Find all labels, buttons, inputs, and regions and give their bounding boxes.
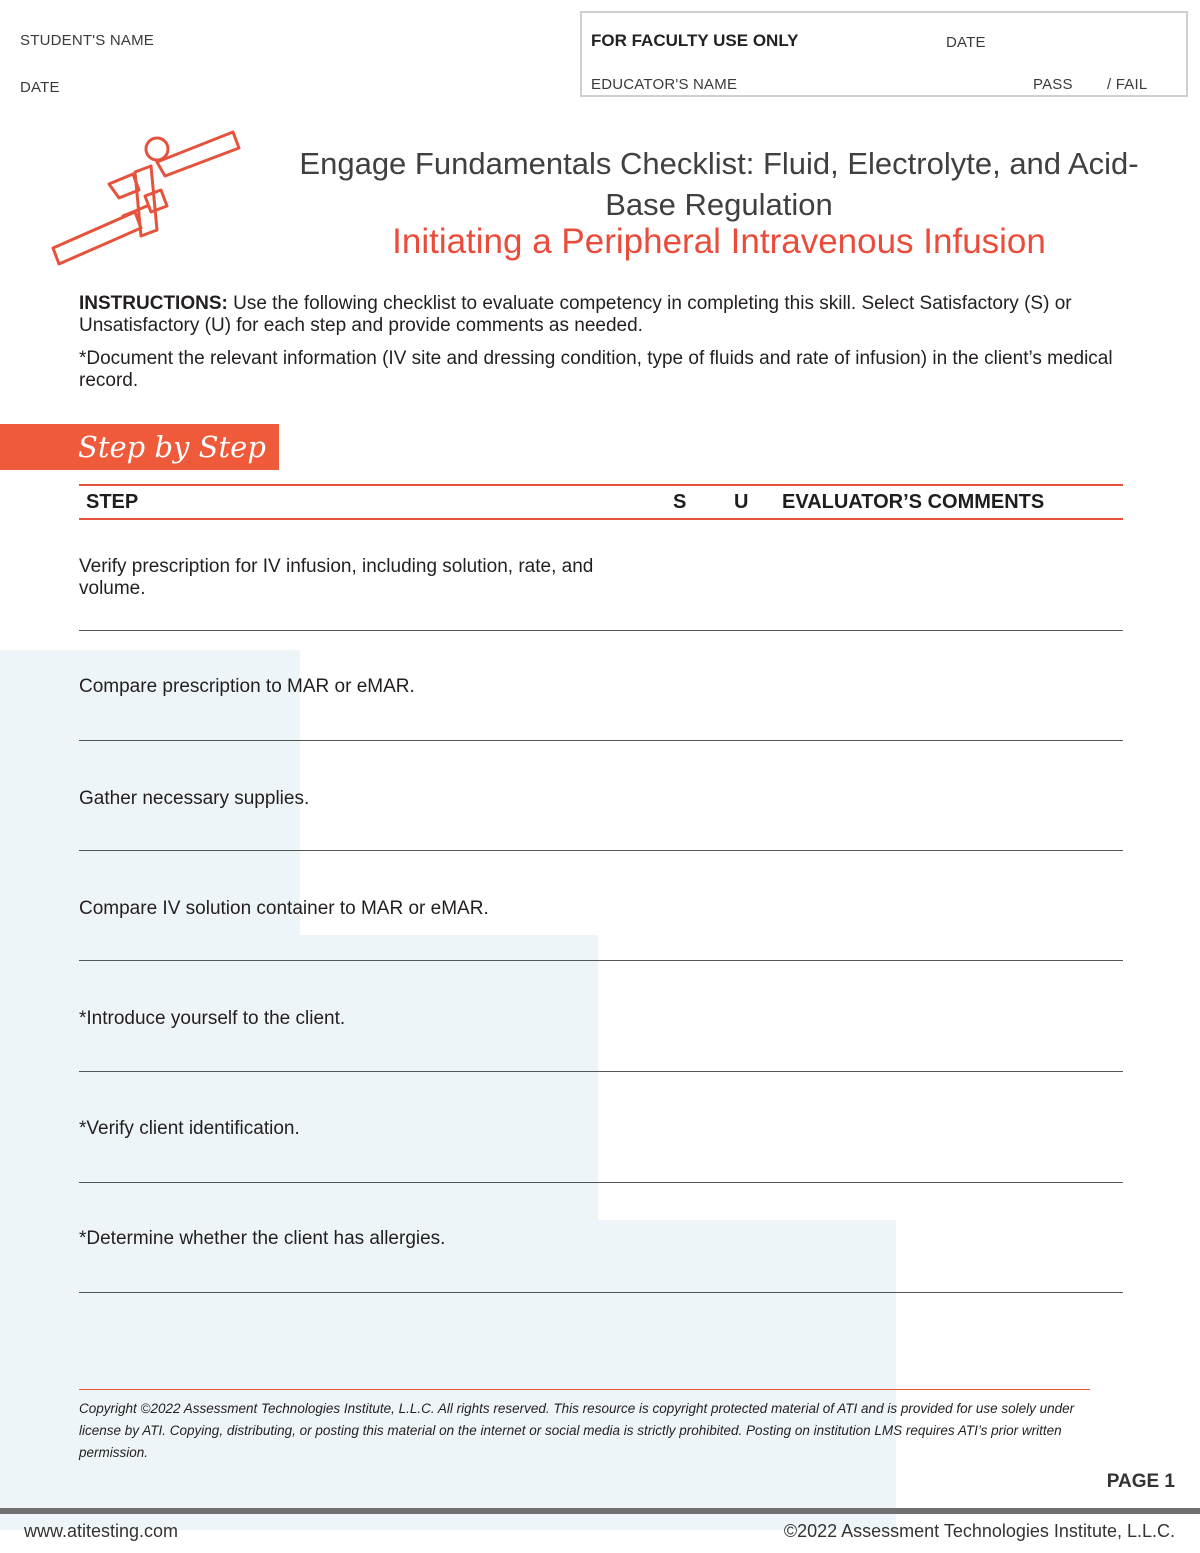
ati-logo-icon [49,126,249,266]
step-row-text: *Verify client identification. [79,1118,300,1139]
step-row-divider [79,740,1123,741]
footer-bar [0,1508,1200,1514]
faculty-date-label: DATE [946,34,986,51]
fail-label: / FAIL [1107,76,1148,93]
checklist-title-line2: Base Regulation [605,187,833,222]
date-label: DATE [20,79,60,96]
step-row-text: Gather necessary supplies. [79,788,310,809]
page-number: PAGE 1 [1106,1471,1175,1492]
step-row-text: *Introduce yourself to the client. [79,1008,346,1029]
step-row-divider [79,1292,1123,1293]
step-row-text: *Determine whether the client has allergies. [79,1228,446,1249]
skill-subtitle: Initiating a Peripheral Intravenous Infusion [392,222,1046,261]
step-row-divider [79,1071,1123,1072]
step-row-text: Compare IV solution container to MAR or eMAR. [79,898,489,919]
pass-label: PASS [1033,76,1073,93]
student-name-label: STUDENT'S NAME [20,32,155,49]
instructions-text: Use the following checklist to evaluate competency in completing this skill. Select Satisfactory (S) or Unsatisfactory (U) for each step and provide comments as needed. [79,293,1072,336]
step-row-text: Verify prescription for IV infusion, including solution, rate, and volume. [79,556,594,599]
section-tab: Step by Step [0,424,279,470]
copyright-rule [79,1389,1090,1390]
background-block [598,1220,896,1530]
column-s: S [673,491,687,513]
instructions-lead: INSTRUCTIONS: [79,293,228,314]
faculty-use-box [580,11,1188,97]
step-row-divider [79,960,1123,961]
documentation-note: *Document the relevant information (IV site and dressing condition, type of fluids and rate of infusion) in the client’s medical record. [79,348,1113,391]
column-step: STEP [86,491,139,513]
checklist-title-line1: Engage Fundamentals Checklist: Fluid, Electrolyte, and Acid- [299,146,1139,181]
faculty-use-title: FOR FACULTY USE ONLY [591,31,799,50]
step-row-text: Compare prescription to MAR or eMAR. [79,676,415,697]
footer-company: ©2022 Assessment Technologies Institute, L.L.C. [783,1521,1175,1541]
copyright-notice: Copyright ©2022 Assessment Technologies Institute, L.L.C. All rights reserved. This resource is copyright protected material of ATI and is provided for use solely under license by ATI. Copying, distributing, or posting this material on the internet or social media is strictly prohibited. Posting on institution LMS requires ATI’s prior written permission. [79,1401,1075,1460]
checklist-title [258,143,1180,225]
column-evaluator-comments: EVALUATOR’S COMMENTS [782,491,1045,513]
footer-website-link[interactable]: www.atitesting.com [24,1521,179,1541]
table-header-bottom-rule [79,518,1123,520]
instructions [79,293,1119,337]
step-row-divider [79,630,1123,631]
step-row-divider [79,1182,1123,1183]
educator-name-label: EDUCATOR'S NAME [591,76,738,93]
table-header-top-rule [79,484,1123,486]
column-u: U [734,491,749,513]
step-row-divider [79,850,1123,851]
